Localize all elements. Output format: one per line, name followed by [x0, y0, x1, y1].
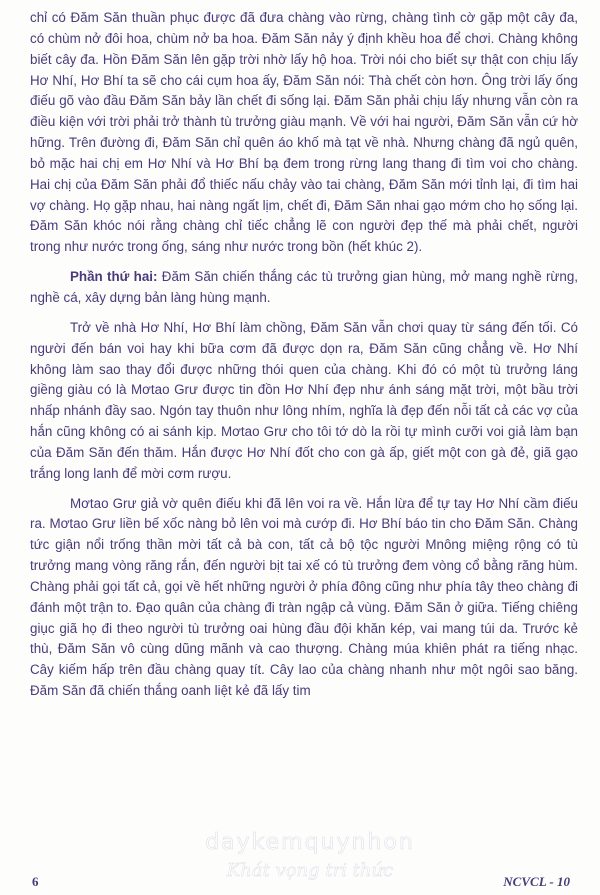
watermark-site: daykemquynhon: [205, 830, 415, 855]
page-body: [30, 8, 578, 702]
page-footer: [0, 860, 600, 895]
paragraph-text: chỉ có Đăm Săn thuần phục được đã đưa chàng vào rừng, chàng tình cờ gặp một cây đa, có chùm nở đôi hoa, chùm nở ba hoa. Đăm Săn nảy ý định khều hoa để chơi. Chàng không biết cây đa. Hồn Đăm Săn lên gặp trời nhờ lấy hộ hoa. Trời nói cho biết sự thật con chịu lấy Hơ Nhí, Hơ Bhí ta sẽ cho cái cụm hoa ấy, Đăm Săn nói: Thà chết còn hơn. Ông trời lấy ống điếu gõ vào đầu Đăm Săn bảy lần chết đi sống lại. Đăm Săn phải chịu lấy nhưng vẫn còn ra điều kiện với trời phải trở thành tù trưởng giàu mạnh. Về với hai người, Đăm Săn vẫn cứ hờ hững. Trên đường đi, Đăm Săn chỉ quên áo khố mà tạt về nhà. Nhưng chàng đã ngủ quên, bỏ mặc hai chị em Hơ Nhí và Hơ Bhí bạ đem trong rừng lang thang đi tìm voi cho chàng. Hai chị của Đăm Săn phải đổ thiếc nấu chảy vào tai chàng, Đăm Săn mới tỉnh lại, đi tìm hai vợ chàng. Họ gặp nhau, hai nàng ngất lịm, chết đi, Đăm Săn nhai gạo mớm cho họ sống lại. Đăm Săn khóc nói rằng chàng chỉ tiếc chẳng lẽ con người đẹp thế mà phải chết, người trong như nước trong ống, sáng như nước trong bồn (hết khúc 2).: [30, 10, 578, 255]
paragraph-abduction: [30, 494, 578, 702]
paragraph-part-two-heading: [30, 267, 578, 309]
paragraph-continuation: [30, 8, 578, 258]
paragraph-text: Trở về nhà Hơ Nhí, Hơ Bhí làm chồng, Đăm Săn vẫn chơi quay từ sáng đến tối. Có người đến bán voi hay khi bữa cơm đã được dọn ra, Đăm Săn cũng chẳng về. Hơ Nhí không làm sao thay đổi được những thói quen của chàng. Khi đó có một tù trưởng láng giềng giàu có là Mơtao Grư được tin đồn Hơ Nhí đẹp như ánh sáng mặt trời, một bầu trời nhấp nhánh đầy sao. Ngón tay thuôn như lông nhím, nghĩa là đẹp đến nỗi tất cả các vợ của hắn cũng không có ai sánh kịp. Mơtao Grư cho tôi tớ dò la rồi tự mình cưỡi voi giả làm bạn của Đăm Săn đến thăm. Hắn được Hơ Nhí đốt cho con gà ấp, giết một con gà đẻ, giã gạo trắng long lanh để mời cơm rượu.: [30, 319, 578, 481]
paragraph-text: Mơtao Grư giả vờ quên điếu khi đã lên voi ra về. Hắn lừa để tự tay Hơ Nhí cầm điếu ra. Mơtao Grư liền bế xốc nàng bỏ lên voi mà cướp đi. Hơ Bhí báo tin cho Đăm Săn. Chàng tức giận nổi trống thần mời tất cả bà con, tất cả bộ tộc người Mnông miệng rộng có tù trưởng mang vòng răng rắn, đến người bịt tai xế có tù trưởng đem vòng cổ bằng răng hùm. Chàng phải gọi tất cả, gọi về hết những người ở phía đông cũng như phía tây theo chàng đi đánh một trận to. Đạo quân của chàng đi tràn ngập cả vùng. Đăm Săn ở giữa. Tiếng chiêng giục giã họ đi theo người tù trưởng oai hùng đầu đội khăn kép, vai mang túi da. Trước kẻ thù, Đăm Săn vô cùng dũng mãnh và cao thượng. Chàng múa khiên phát ra tiếng nhạc. Cây kiếm hấp trên đầu chàng quay tít. Cây lao của chàng nhanh như một ngôi sao băng. Đăm Săn đã chiến thắng oanh liệt kẻ đã lấy tim: [30, 495, 578, 699]
watermark-slogan: Khát vọng tri thức: [226, 860, 394, 881]
page-number: 6: [32, 874, 39, 889]
paragraph-text: Đăm Săn chiến thắng các tù trưởng gian hùng, mở mang nghề rừng, nghề cá, xây dựng bản làng hùng mạnh.: [30, 269, 578, 305]
paragraph-return-home: [30, 318, 578, 485]
running-title: NCVCL - 10: [503, 874, 570, 889]
section-label: Phần thứ hai:: [70, 269, 158, 285]
